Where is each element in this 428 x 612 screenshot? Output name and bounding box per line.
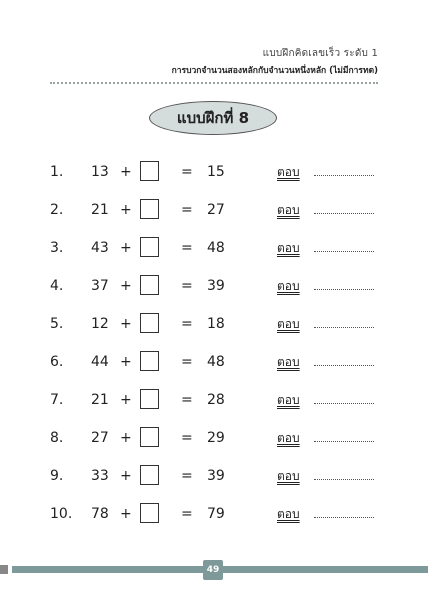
plus-sign: + <box>120 202 132 218</box>
problem-row <box>0 159 428 185</box>
plus-sign: + <box>120 430 132 446</box>
problem-number: 5. <box>50 316 64 332</box>
problem-addend: 13 <box>91 164 109 180</box>
problem-sum: 48 <box>207 240 225 256</box>
answer-box[interactable] <box>140 237 159 257</box>
problem-number: 10. <box>50 506 73 522</box>
problem-addend: 78 <box>91 506 109 522</box>
header-subtitle: การบวกจำนวนสองหลักกับจำนวนหนึ่งหลัก (ไม่มีการทด) <box>171 66 378 76</box>
equals-sign: = <box>181 164 193 180</box>
problem-sum: 39 <box>207 278 225 294</box>
answer-box[interactable] <box>140 199 159 219</box>
problem-addend: 44 <box>91 354 109 370</box>
problem-number: 3. <box>50 240 64 256</box>
problem-sum: 15 <box>207 164 225 180</box>
plus-sign: + <box>120 468 132 484</box>
equals-sign: = <box>181 278 193 294</box>
answer-box[interactable] <box>140 161 159 181</box>
answer-line[interactable] <box>314 403 374 404</box>
equals-sign: = <box>181 202 193 218</box>
problem-sum: 79 <box>207 506 225 522</box>
plus-sign: + <box>120 164 132 180</box>
answer-label: ตอบ <box>277 203 300 217</box>
equals-sign: = <box>181 354 193 370</box>
equals-sign: = <box>181 316 193 332</box>
header-series-title: แบบฝึกคิดเลขเร็ว ระดับ 1 <box>262 48 378 59</box>
exercise-title: แบบฝึกที่ 8 <box>149 101 277 135</box>
answer-label: ตอบ <box>277 241 300 255</box>
problem-number: 6. <box>50 354 64 370</box>
equals-sign: = <box>181 468 193 484</box>
problem-number: 2. <box>50 202 64 218</box>
problem-number: 9. <box>50 468 64 484</box>
problem-row <box>0 425 428 451</box>
answer-line[interactable] <box>314 175 374 176</box>
answer-label: ตอบ <box>277 317 300 331</box>
problem-addend: 12 <box>91 316 109 332</box>
answer-label: ตอบ <box>277 165 300 179</box>
problem-sum: 29 <box>207 430 225 446</box>
problem-addend: 43 <box>91 240 109 256</box>
answer-label: ตอบ <box>277 279 300 293</box>
answer-box[interactable] <box>140 427 159 447</box>
plus-sign: + <box>120 506 132 522</box>
equals-sign: = <box>181 392 193 408</box>
plus-sign: + <box>120 316 132 332</box>
answer-line[interactable] <box>314 365 374 366</box>
answer-box[interactable] <box>140 275 159 295</box>
problem-sum: 48 <box>207 354 225 370</box>
problem-number: 7. <box>50 392 64 408</box>
answer-box[interactable] <box>140 351 159 371</box>
plus-sign: + <box>120 278 132 294</box>
problem-sum: 39 <box>207 468 225 484</box>
problem-row <box>0 387 428 413</box>
answer-box[interactable] <box>140 465 159 485</box>
problem-sum: 27 <box>207 202 225 218</box>
dotted-divider <box>50 82 378 84</box>
plus-sign: + <box>120 392 132 408</box>
problem-row <box>0 501 428 527</box>
equals-sign: = <box>181 506 193 522</box>
answer-line[interactable] <box>314 327 374 328</box>
problem-row <box>0 311 428 337</box>
problem-addend: 21 <box>91 392 109 408</box>
problem-addend: 37 <box>91 278 109 294</box>
problem-sum: 18 <box>207 316 225 332</box>
answer-line[interactable] <box>314 289 374 290</box>
footer-bar-left <box>0 565 8 574</box>
answer-label: ตอบ <box>277 355 300 369</box>
answer-line[interactable] <box>314 213 374 214</box>
problem-addend: 27 <box>91 430 109 446</box>
answer-line[interactable] <box>314 517 374 518</box>
problem-number: 8. <box>50 430 64 446</box>
problem-number: 1. <box>50 164 64 180</box>
problem-row <box>0 197 428 223</box>
problem-sum: 28 <box>207 392 225 408</box>
problem-row <box>0 349 428 375</box>
answer-line[interactable] <box>314 251 374 252</box>
plus-sign: + <box>120 354 132 370</box>
answer-label: ตอบ <box>277 507 300 521</box>
equals-sign: = <box>181 430 193 446</box>
answer-box[interactable] <box>140 313 159 333</box>
problem-number: 4. <box>50 278 64 294</box>
problem-row <box>0 235 428 261</box>
answer-line[interactable] <box>314 441 374 442</box>
problem-addend: 21 <box>91 202 109 218</box>
page-number: 49 <box>203 560 223 580</box>
answer-label: ตอบ <box>277 431 300 445</box>
answer-line[interactable] <box>314 479 374 480</box>
problem-row <box>0 463 428 489</box>
problem-row <box>0 273 428 299</box>
problem-addend: 33 <box>91 468 109 484</box>
answer-box[interactable] <box>140 389 159 409</box>
answer-box[interactable] <box>140 503 159 523</box>
answer-label: ตอบ <box>277 393 300 407</box>
plus-sign: + <box>120 240 132 256</box>
answer-label: ตอบ <box>277 469 300 483</box>
equals-sign: = <box>181 240 193 256</box>
